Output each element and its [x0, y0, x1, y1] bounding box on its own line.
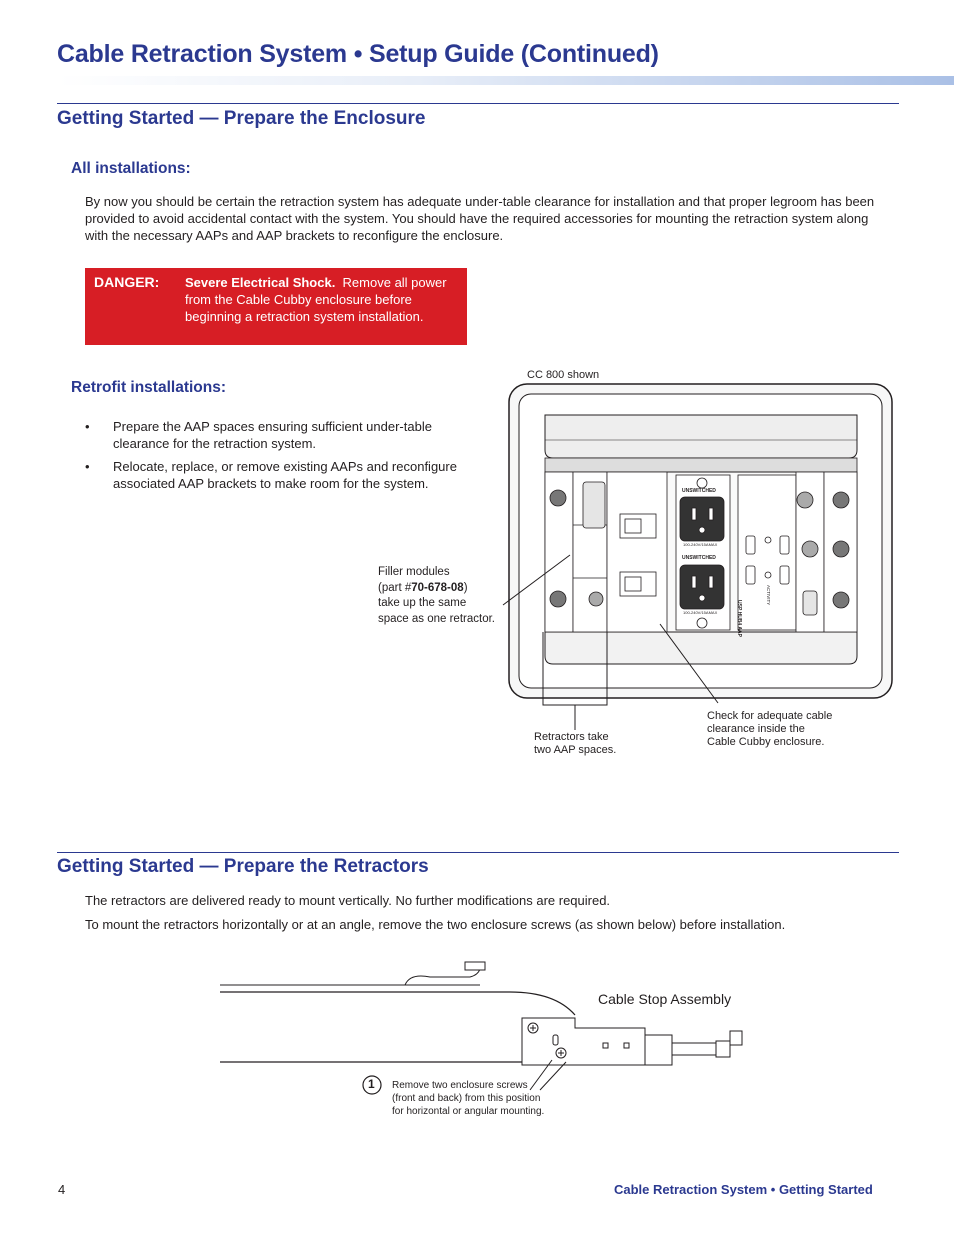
all-installations-heading: All installations:	[71, 160, 191, 177]
section-heading-retractors: Getting Started — Prepare the Retractors	[57, 856, 429, 877]
power-outlet-module	[676, 475, 730, 630]
retractors-line-1: Retractors take	[534, 731, 609, 743]
filler-part-number: 70-678-08	[411, 581, 464, 594]
figure-caption-cc800: CC 800 shown	[527, 369, 600, 381]
filler-line-4: space as one retractor.	[378, 612, 495, 625]
activity-label: ACTIVITY	[766, 585, 771, 606]
retractor-top-edge	[220, 992, 575, 1015]
danger-body-text: Remove all power from the Cable Cubby enclosure before beginning a retraction system installation.	[185, 275, 447, 324]
filler-part-prefix: (part #	[378, 581, 412, 594]
all-installations-text: By now you should be certain the retraction system has adequate under-table clearance for installation and that proper legroom has been provided to avoid accidental contact with the system. You should have the required accessories for mounting the retraction system along with the necessary AAPs and AAP brackets to reconfigure the enclosure.	[85, 194, 875, 243]
enclosure-tray	[545, 632, 857, 664]
rating-label-1: 100-240V/15AMAX	[683, 542, 718, 547]
page-number: 4	[58, 1182, 66, 1197]
filler-line-3: take up the same	[378, 597, 467, 609]
retractors-para-1: The retractors are delivered ready to mount vertically. No further modifications are required.	[85, 893, 611, 908]
retractor-left-column	[545, 472, 667, 632]
usb-hub-label: USP HUB4 AAP	[736, 600, 742, 637]
retractors-para-2: To mount the retractors horizontally or at an angle, remove the two enclosure screws (as shown below) before installation.	[85, 917, 786, 932]
page-title: Cable Retraction System • Setup Guide (Continued)	[57, 40, 659, 68]
section-rule	[57, 852, 899, 853]
retrofit-heading: Retrofit installations:	[71, 379, 227, 396]
danger-label: DANGER:	[94, 274, 160, 290]
bullet-text: Relocate, replace, or remove existing AAPs and reconfigure associated AAP brackets to make room for the system.	[113, 459, 457, 491]
filler-part-suffix: )	[463, 581, 468, 594]
usb-hub-module	[738, 475, 796, 630]
clearance-line-2: clearance inside the	[707, 723, 805, 735]
enclosure-lid	[545, 415, 857, 458]
bullet-text: Prepare the AAP spaces ensuring sufficient under-table clearance for the retraction system.	[113, 419, 432, 451]
retractor-right-column	[796, 472, 857, 632]
danger-bold-text: Severe Electrical Shock.	[185, 275, 336, 290]
retractors-line-2: two AAP spaces.	[534, 744, 617, 756]
lid-hinge-strip	[545, 458, 857, 472]
clearance-line-3: Cable Cubby enclosure.	[707, 736, 825, 748]
cable-stop-assembly	[522, 1018, 742, 1065]
spring-clip	[405, 969, 480, 985]
bullet-icon: •	[85, 419, 90, 434]
outlet-top	[680, 497, 724, 541]
rating-label-2: 100-240V/15AMAX	[683, 610, 718, 615]
running-footer-title: Cable Retraction System • Getting Started	[614, 1182, 873, 1197]
clip-knob	[465, 962, 485, 970]
step-line-2: (front and back) from this position	[392, 1093, 541, 1104]
outlet-bottom	[680, 565, 724, 609]
step-line-1: Remove two enclosure screws	[392, 1080, 528, 1091]
section-heading-enclosure: Getting Started — Prepare the Enclosure	[57, 108, 426, 129]
vga-connector	[583, 482, 605, 528]
filler-line-1: Filler modules	[378, 566, 450, 578]
unswitched-label-2: UNSWITCHED	[682, 555, 716, 561]
clearance-line-1: Check for adequate cable	[707, 710, 833, 722]
bullet-icon: •	[85, 459, 90, 474]
cable-stop-assembly-label: Cable Stop Assembly	[598, 991, 732, 1007]
step-line-3: for horizontal or angular mounting.	[392, 1106, 545, 1117]
unswitched-label-1: UNSWITCHED	[682, 488, 716, 494]
step-instruction	[392, 1079, 582, 1118]
step-number: 1	[368, 1077, 375, 1091]
